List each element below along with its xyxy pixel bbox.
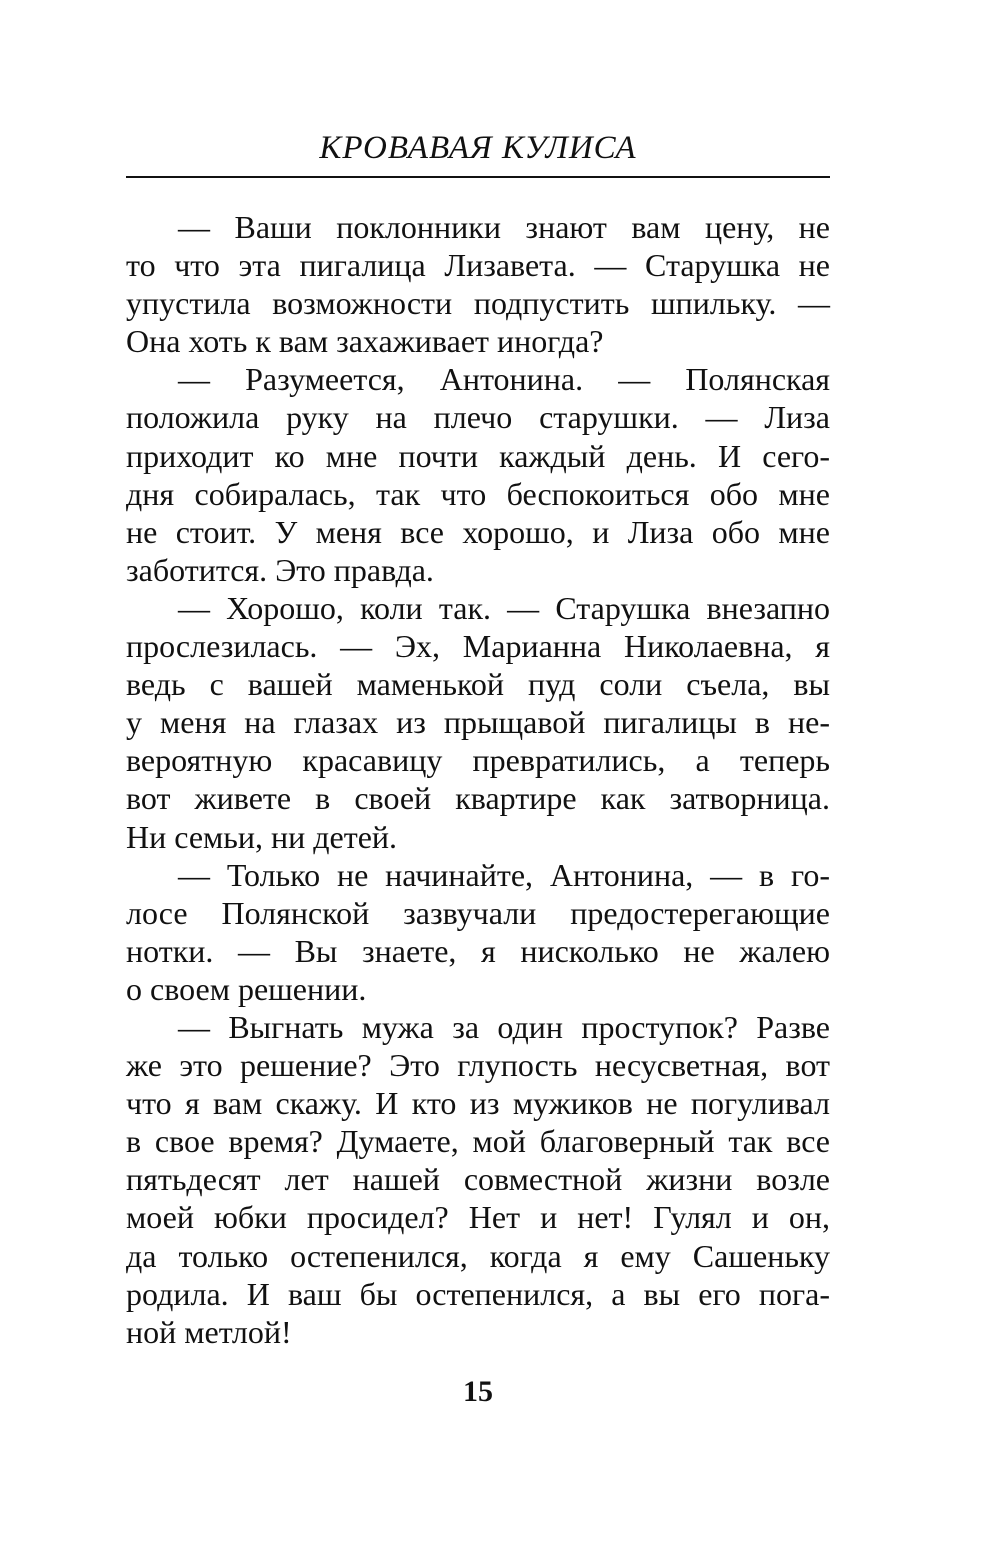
text-line: упустила возможности подпустить шпильку. —: [126, 285, 830, 322]
text-line: вероятную красавицу превратились, а теперь: [126, 742, 830, 779]
text-line: заботится. Это правда.: [126, 551, 434, 588]
header-rule: [126, 176, 830, 178]
text-line: у меня на глазах из прыщавой пигалицы в не-: [126, 704, 830, 741]
text-line: что я вам скажу. И кто из мужиков не погуливал: [126, 1085, 830, 1122]
text-line: — Хорошо, коли так. — Старушка внезапно: [178, 589, 830, 626]
text-line: родила. И ваш бы остепенился, а вы его пога-: [126, 1275, 830, 1312]
text-line: нотки. — Вы знаете, я нисколько не жалею: [126, 932, 830, 969]
text-line: — Разумеется, Антонина. — Полянская: [178, 361, 830, 398]
text-line: лосе Полянской зазвучали предостерегающие: [126, 894, 830, 931]
text-line: Ни семьи, ни детей.: [126, 818, 398, 855]
running-title: КРОВАВАЯ КУЛИСА: [319, 130, 637, 166]
paragraph-3: [126, 589, 830, 856]
text-line: моей юбки просидел? Нет и нет! Гулял и он,: [126, 1199, 830, 1236]
text-line: — Выгнать мужа за один проступок? Разве: [178, 1008, 830, 1045]
text-line: о своем решении.: [126, 970, 367, 1007]
text-line: — Ваши поклонники знают вам цену, не: [178, 209, 830, 245]
text-line: вот живете в своей квартире как затворница.: [126, 780, 830, 817]
text-line: дня собиралась, так что беспокоиться обо мне: [126, 475, 830, 512]
paragraph-4: [126, 856, 830, 1008]
text-line: не стоит. У меня все хорошо, и Лиза обо мне: [126, 513, 830, 550]
text-line: ной метлой!: [126, 1313, 292, 1350]
text-line: положила руку на плечо старушки. — Лиза: [126, 399, 830, 436]
text-line: да только остепенился, когда я ему Сашеньку: [126, 1237, 830, 1274]
text-line: пятьдесят лет нашей совместной жизни возле: [126, 1161, 830, 1198]
text-line: прослезилась. — Эх, Марианна Николаевна, я: [126, 628, 830, 665]
text-line: то что эта пигалица Лизавета. — Старушка не: [126, 247, 830, 284]
page-number: 15: [463, 1375, 493, 1408]
text-line: приходит ко мне почти каждый день. И сего-: [126, 437, 830, 474]
text-line: ведь с вашей маменькой пуд соли съела, вы: [126, 666, 830, 703]
paragraph-2: [126, 360, 830, 589]
paragraph-1: [126, 208, 830, 360]
body-text: [126, 208, 830, 1351]
paragraph-5: [126, 1008, 830, 1351]
text-line: — Только не начинайте, Антонина, — в го-: [178, 856, 830, 893]
text-line: в свое время? Думаете, мой благоверный так все: [126, 1123, 830, 1160]
text-line: Она хоть к вам захаживает иногда?: [126, 323, 604, 360]
text-line: же это решение? Это глупость несусветная, вот: [126, 1047, 830, 1084]
